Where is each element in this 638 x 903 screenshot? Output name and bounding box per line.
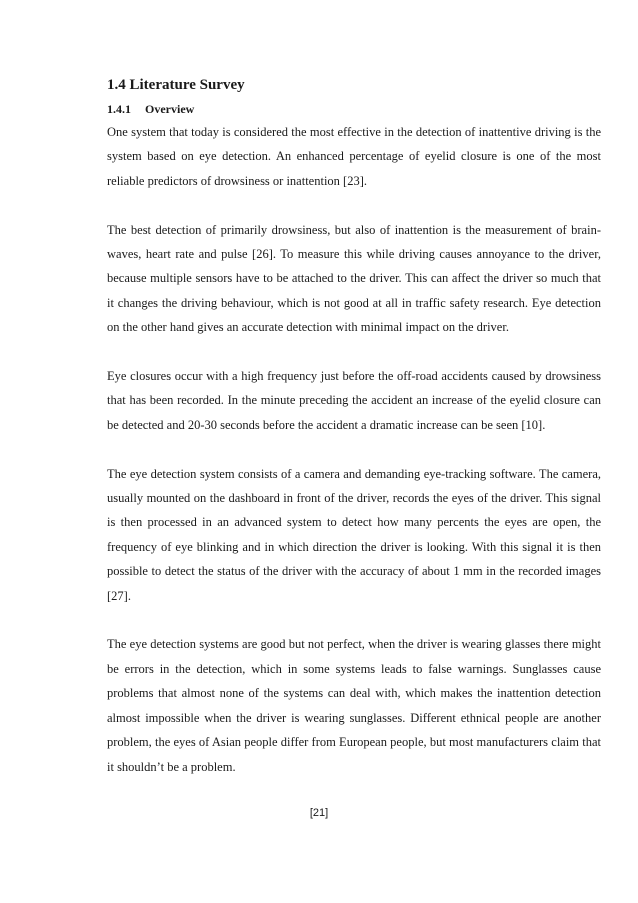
paragraph-2: The best detection of primarily drowsiness, but also of inattention is the measurement of brain-waves, heart rate and pulse [26]. To measure this while driving causes annoyance to the driver, because multiple sensors have to be attached to the driver. This can affect the driver so much that it changes the driving behaviour, which is not good at all in traffic safety research. Eye detection on the other hand gives an accurate detection with minimal impact on the driver.	[107, 222, 601, 335]
subsection-number: 1.4.1	[107, 102, 131, 116]
paragraph-5: The eye detection systems are good but not perfect, when the driver is wearing glasses there might be errors in the detection, which in some systems leads to false warnings. Sunglasses cause problems that almost none of the systems can deal with, which makes the inattention detection almost impossible when the driver is wearing sunglasses. Different ethnical people are another problem, the eyes of Asian people differ from European people, but most manufacturers claim that it shouldn’t be a problem.	[107, 637, 601, 774]
document-page	[107, 76, 601, 803]
page-number: [21]	[309, 807, 329, 819]
section-title: 1.4 Literature Survey	[107, 77, 245, 93]
subsection-heading: Overview	[145, 102, 195, 116]
paragraph-4: The eye detection system consists of a camera and demanding eye-tracking software. The camera, usually mounted on the dashboard in front of the driver, records the eyes of the driver. This signal is then processed in an advanced system to detect how many percents the eyes are open, the frequency of eye blinking and in which direction the driver is looking. With this signal it is then possible to detect the status of the driver with the accuracy of about 1 mm in the recorded images [27].	[107, 466, 601, 603]
paragraph-1: One system that today is considered the most effective in the detection of inattentive driving is the system based on eye detection. An enhanced percentage of eyelid closure is one of the most reliable predictors of drowsiness or inattention [23].	[107, 125, 601, 188]
subsection-title	[107, 102, 601, 117]
paragraph-3: Eye closures occur with a high frequency just before the off-road accidents caused by drowsiness that has been recorded. In the minute preceding the accident an increase of the eyelid closure can be detected and 20-30 seconds before the accident a dramatic increase can be seen [10].	[107, 369, 601, 432]
